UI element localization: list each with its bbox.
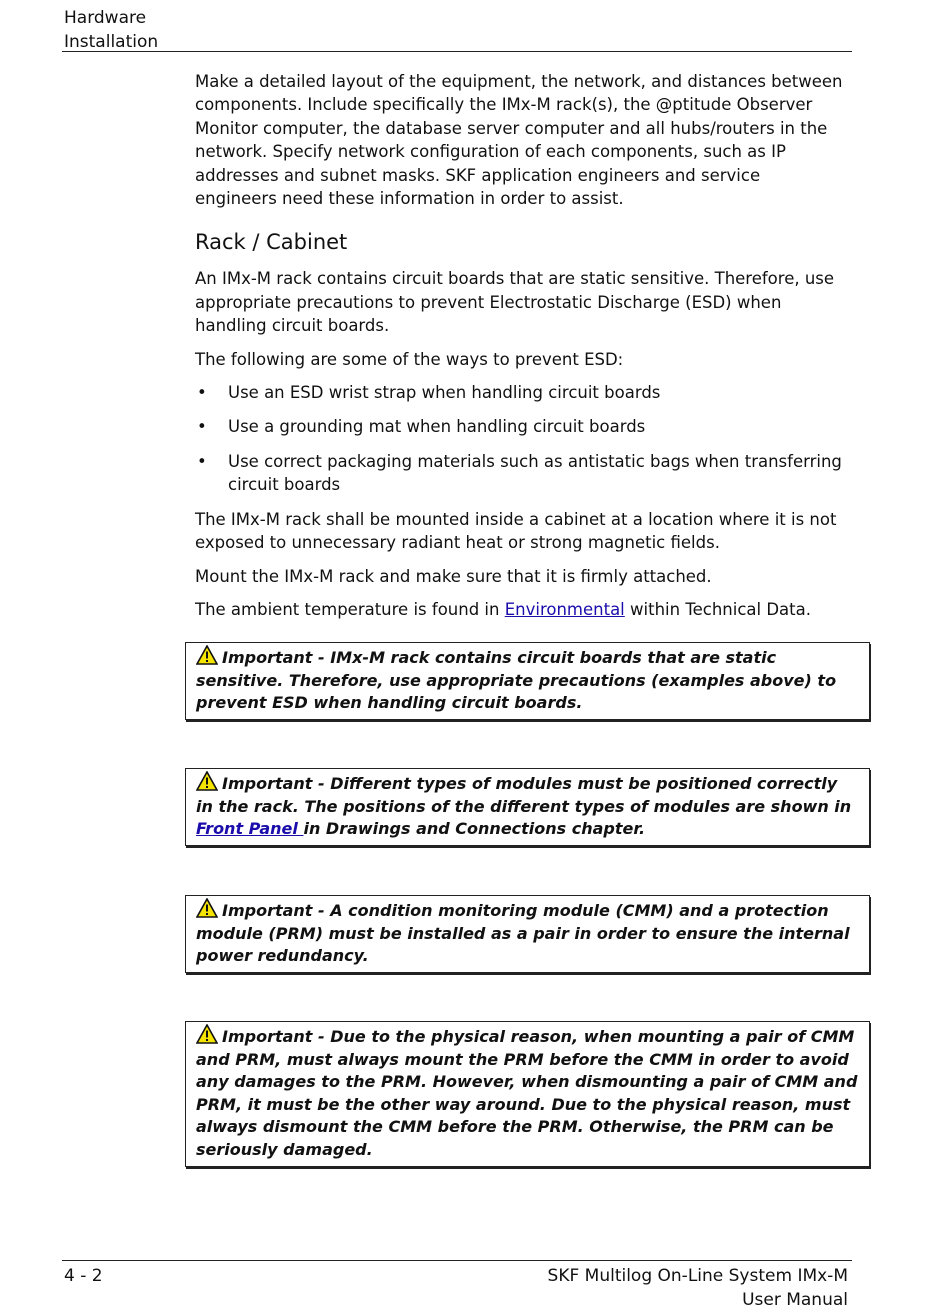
front-panel-link[interactable]: Front Panel xyxy=(196,819,304,839)
warning-triangle-icon xyxy=(196,898,218,918)
running-header xyxy=(64,6,158,54)
important-notice-mounting-order xyxy=(185,1021,870,1167)
list-item xyxy=(195,415,845,438)
bullet-dot: • xyxy=(197,417,207,437)
footer-divider xyxy=(62,1260,852,1261)
bullet-text: Use an ESD wrist strap when handling circuit boards xyxy=(228,383,661,403)
footer-title-line-2: User Manual xyxy=(742,1290,848,1310)
ambient-text-after: within Technical Data. xyxy=(624,599,811,619)
header-divider xyxy=(62,51,852,52)
notice-text: Important - Due to the physical reason, when mounting a pair of CMM and PRM, must always mount the PRM before the CMM in order to avoid any damages to the PRM. However, when dismounting a pair of CMM and PRM, it must be the other way around. Due to the physical reason, must always dismount the CMM before the PRM. Otherwise, the PRM can be seriously damaged. xyxy=(196,1027,858,1159)
environmental-link[interactable]: Environmental xyxy=(504,599,625,619)
document-title xyxy=(548,1264,848,1312)
footer-title-line-1: SKF Multilog On-Line System IMx-M xyxy=(547,1266,848,1286)
page-number: 4 - 2 xyxy=(64,1266,103,1286)
warning-triangle-icon xyxy=(196,1024,218,1044)
bullet-dot: • xyxy=(197,383,207,403)
important-notice-pair xyxy=(185,895,870,973)
attach-paragraph: Mount the IMx-M rack and make sure that it is firmly attached. xyxy=(195,566,712,586)
list-item xyxy=(195,450,845,497)
important-notice-esd xyxy=(185,642,870,720)
bullet-text: Use correct packaging materials such as antistatic bags when transferring circuit boards xyxy=(228,451,842,495)
bullet-dot: • xyxy=(197,451,207,471)
notice-text-before: Important - Different types of modules must be positioned correctly in the rack. The positions of the different types of modules are shown in xyxy=(196,774,852,816)
ambient-text-before: The ambient temperature is found in xyxy=(195,599,505,619)
bullet-text: Use a grounding mat when handling circuit boards xyxy=(228,417,646,437)
notice-text-after: in Drawings and Connections chapter. xyxy=(303,819,646,839)
section-title: Rack / Cabinet xyxy=(195,230,348,255)
mount-paragraph: The IMx-M rack shall be mounted inside a cabinet at a location where it is not exposed to unnecessary radiant heat or strong magnetic fields. xyxy=(195,509,837,553)
notice-text: Important - IMx-M rack contains circuit boards that are static sensitive. Therefore, use appropriate precautions (examples above) to prevent ESD when handling circuit boards. xyxy=(196,648,837,713)
ambient-paragraph xyxy=(195,598,845,621)
warning-triangle-icon xyxy=(196,771,218,791)
header-line-1: Hardware xyxy=(64,8,147,28)
warning-triangle-icon xyxy=(196,645,218,665)
notice-text: Important - A condition monitoring module (CMM) and a protection module (PRM) must be installed as a pair in order to ensure the internal power redundancy. xyxy=(196,901,850,966)
list-item xyxy=(195,381,845,404)
ways-paragraph: The following are some of the ways to prevent ESD: xyxy=(195,349,624,369)
header-line-2: Installation xyxy=(64,32,159,52)
esd-paragraph: An IMx-M rack contains circuit boards that are static sensitive. Therefore, use appropriate precautions to prevent Electrostatic Discharge (ESD) when handling circuit boards. xyxy=(195,269,835,336)
esd-bullet-list xyxy=(195,381,845,497)
important-notice-modules xyxy=(185,768,870,846)
document-body xyxy=(195,70,845,631)
intro-paragraph: Make a detailed layout of the equipment, the network, and distances between components. Include specifically the IMx-M rack(s), the @ptitude Observer Monitor computer, the database server computer and all hubs/routers in the network. Specify network configuration of each components, such as IP addresses and subnet masks. SKF application engineers and service engineers need these information in order to assist. xyxy=(195,72,843,209)
